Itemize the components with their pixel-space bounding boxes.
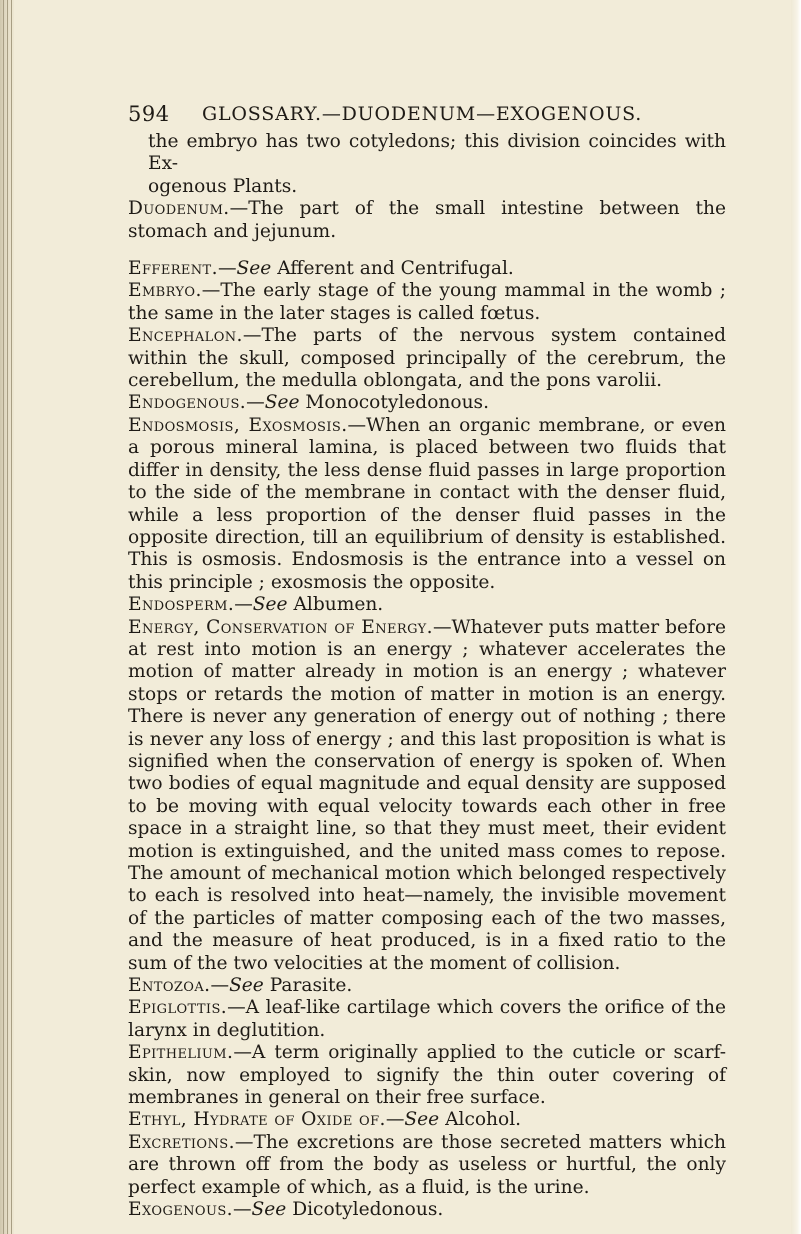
continuation-line: ogenous Plants. (148, 175, 298, 197)
entry-text: Monocotyledonous. (299, 392, 489, 414)
entry-text: —When an organic membrane, or even a porous mineral lamina, is placed between two fluids that differ in density, the less dense fluid passes in large proportion to the side of the membrane in contact with the denser fluid, while a less proportion of the denser fluid passes in the opposite direction, till an equilibrium of density is established. This is osmosis. Endosmosis is the entrance into a vessel on this principle ; exosmosis the opposite. (128, 414, 727, 593)
entry-headword: Endogenous. (128, 392, 247, 414)
continuation-text (128, 131, 726, 198)
see-reference: See (264, 392, 300, 414)
page-edge (791, 0, 801, 1234)
entry-dash: — (210, 975, 230, 997)
glossary-entry-ethyl (128, 1109, 726, 1131)
glossary-entry-epiglottis (128, 997, 726, 1042)
entry-headword: Embryo. (128, 280, 202, 302)
page-header (128, 102, 728, 132)
glossary-entry-duodenum (128, 198, 726, 243)
entry-headword: Excretions. (128, 1131, 235, 1153)
entry-text: Parasite. (263, 975, 353, 997)
entry-text: —The early stage of the young mammal in the womb ; the same in the later stages is called fœtus. (128, 280, 726, 324)
entry-headword: Entozoa. (128, 975, 211, 997)
entry-headword: Energy, Conservation of Energy. (128, 616, 433, 638)
entry-headword: Endosmosis, Exosmosis. (128, 414, 348, 436)
glossary-entry-entozoa (128, 975, 726, 997)
entry-dash: — (217, 258, 237, 280)
see-reference: See (251, 1199, 287, 1221)
entry-dash: — (232, 1199, 252, 1221)
glossary-entry-epithelium (128, 1042, 726, 1109)
glossary-entry-endosperm (128, 594, 726, 616)
entry-headword: Epithelium. (128, 1042, 234, 1064)
glossary-entry-endosmosis (128, 415, 726, 594)
entry-text: —A leaf-like cartilage which covers the orifice of the larynx in deglutition. (128, 997, 726, 1041)
entry-text: —Whatever puts matter before at rest into motion is an energy ; whatever accelerates the motion of matter already in motion is an energy ; whatever stops or retards the motion of matter in motion is an energy. There is never any generation of energy out of nothing ; there is never any loss of energy ; and this last proposition is what is signified when the conservation of energy is spoken of. When two bodies of equal magnitude and equal density are supposed to be moving with equal velocity towards each other in free space in a straight line, so that they must meet, their evident motion is extinguished, and the united mass comes to repose. The amount of mechanical motion which belonged respectively to each is resolved into heat—namely, the invisible movement of the particles of matter composing each of the two masses, and the measure of heat produced, is in a fixed ratio to the sum of the two velocities at the moment of collision. (128, 616, 726, 974)
glossary-entry-embryo (128, 280, 726, 325)
entry-text: Alcohol. (439, 1109, 522, 1131)
see-reference: See (404, 1109, 440, 1131)
entry-text: —The excretions are those secreted matters which are thrown off from the body as useless or hurtful, the only perfect example of which, as a fluid, is the urine. (128, 1131, 726, 1198)
entry-dash: — (234, 594, 253, 616)
see-reference: See (236, 258, 272, 280)
entry-text: Albumen. (287, 594, 384, 616)
entry-headword: Encephalon. (128, 325, 243, 347)
entry-text: —The parts of the nervous system contained within the skull, composed principally of the cerebrum, the cerebellum, the medulla oblongata, and the pons varolii. (128, 325, 726, 392)
entry-text: Afferent and Centrifugal. (271, 258, 514, 280)
entry-headword: Exogenous. (128, 1199, 233, 1221)
see-reference: See (229, 975, 264, 997)
glossary-entry-energy (128, 617, 726, 976)
glossary-text (128, 131, 726, 1222)
entry-text: —A term originally applied to the cuticle or scarf-skin, now employed to signify the thin outer covering of membranes in general on their free surface. (128, 1042, 726, 1109)
entry-dash: — (246, 392, 265, 414)
glossary-entry-excretions (128, 1132, 726, 1199)
glossary-entry-encephalon (128, 325, 726, 392)
glossary-entry-endogenous (128, 392, 726, 414)
book-spine-shadow (0, 0, 14, 1234)
entry-dash: — (385, 1109, 405, 1131)
glossary-entry-exogenous (128, 1199, 726, 1221)
page-number: 594 (128, 102, 170, 126)
running-head: GLOSSARY.—DUODENUM—EXOGENOUS. (202, 103, 643, 125)
entry-headword: Duodenum. (128, 198, 230, 220)
entry-headword: Ethyl, Hydrate of Oxide of. (128, 1109, 386, 1131)
spine-line (11, 0, 12, 1234)
entry-text: —The part of the small intestine between the stomach and jejunum. (128, 198, 726, 242)
entry-headword: Endosperm. (128, 594, 235, 616)
entry-text: Dicotyledonous. (286, 1199, 444, 1221)
see-reference: See (252, 594, 288, 616)
entry-headword: Epiglottis. (128, 997, 228, 1019)
spine-line (3, 0, 4, 1234)
glossary-entry-efferent (128, 258, 726, 280)
entry-headword: Efferent. (128, 258, 218, 280)
spine-line (7, 0, 8, 1234)
continuation-line: the embryo has two cotyledons; this division coincides with Ex- (148, 131, 726, 175)
